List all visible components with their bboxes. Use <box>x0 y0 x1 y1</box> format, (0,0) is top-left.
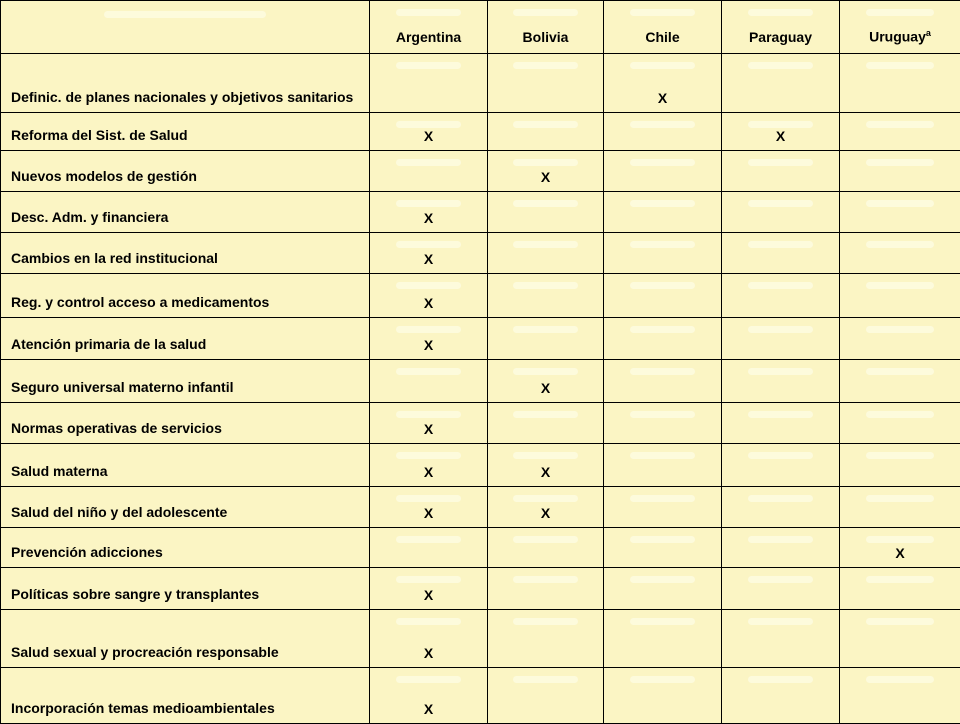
mark-cell <box>370 528 488 568</box>
row-label: Reforma del Sist. de Salud <box>1 113 370 151</box>
header-bolivia: Bolivia <box>488 1 604 54</box>
mark-cell <box>840 668 960 724</box>
mark-cell <box>840 113 960 151</box>
mark-cell: X <box>370 610 488 668</box>
mark-cell <box>488 192 604 233</box>
mark-cell: X <box>604 54 722 113</box>
mark-cell: X <box>370 487 488 528</box>
mark-cell: X <box>370 568 488 610</box>
mark-cell <box>722 610 840 668</box>
mark-cell <box>604 568 722 610</box>
mark-cell: X <box>370 233 488 274</box>
table-row <box>1 487 960 528</box>
mark-cell <box>488 610 604 668</box>
table-row <box>1 113 960 151</box>
mark-cell <box>604 192 722 233</box>
mark-cell <box>488 668 604 724</box>
mark-cell <box>722 360 840 403</box>
table-row <box>1 192 960 233</box>
mark-cell <box>840 274 960 318</box>
mark-cell: X <box>488 151 604 192</box>
mark-cell <box>488 318 604 360</box>
table-row <box>1 54 960 113</box>
mark-cell: X <box>370 403 488 444</box>
mark-cell <box>722 444 840 487</box>
row-label: Salud del niño y del adolescente <box>1 487 370 528</box>
mark-cell <box>722 318 840 360</box>
mark-cell: X <box>370 668 488 724</box>
mark-cell <box>488 274 604 318</box>
table-row <box>1 668 960 724</box>
header-chile: Chile <box>604 1 722 54</box>
table-row <box>1 610 960 668</box>
table-row <box>1 403 960 444</box>
mark-cell <box>722 192 840 233</box>
mark-cell <box>604 151 722 192</box>
mark-cell <box>370 360 488 403</box>
row-label: Salud materna <box>1 444 370 487</box>
corner-cell <box>1 1 370 54</box>
mark-cell <box>840 403 960 444</box>
mark-cell <box>840 318 960 360</box>
mark-cell <box>604 610 722 668</box>
mark-cell <box>488 568 604 610</box>
table-row <box>1 318 960 360</box>
mark-cell <box>604 233 722 274</box>
mark-cell <box>722 274 840 318</box>
mark-cell <box>840 360 960 403</box>
mark-cell: X <box>722 113 840 151</box>
table-row <box>1 528 960 568</box>
row-label: Reg. y control acceso a medicamentos <box>1 274 370 318</box>
mark-cell <box>604 444 722 487</box>
row-label: Cambios en la red institucional <box>1 233 370 274</box>
mark-cell <box>840 444 960 487</box>
header-uruguay-label: Uruguay <box>869 29 926 45</box>
header-uruguay <box>840 1 960 54</box>
mark-cell <box>488 113 604 151</box>
header-paraguay: Paraguay <box>722 1 840 54</box>
mark-cell <box>722 151 840 192</box>
row-label: Políticas sobre sangre y transplantes <box>1 568 370 610</box>
header-row <box>1 1 960 54</box>
table-row <box>1 444 960 487</box>
mark-cell <box>840 192 960 233</box>
mark-cell <box>604 113 722 151</box>
mark-cell <box>604 318 722 360</box>
mark-cell: X <box>370 192 488 233</box>
table-row <box>1 360 960 403</box>
mark-cell <box>722 54 840 113</box>
header-uruguay-footnote: a <box>926 28 931 38</box>
mark-cell <box>722 403 840 444</box>
mark-cell <box>604 403 722 444</box>
mark-cell <box>604 487 722 528</box>
row-label: Atención primaria de la salud <box>1 318 370 360</box>
row-label: Prevención adicciones <box>1 528 370 568</box>
mark-cell <box>370 54 488 113</box>
table-row <box>1 568 960 610</box>
row-label: Desc. Adm. y financiera <box>1 192 370 233</box>
mark-cell <box>722 528 840 568</box>
table-row <box>1 274 960 318</box>
mark-cell: X <box>488 360 604 403</box>
mark-cell: X <box>370 444 488 487</box>
mark-cell <box>722 668 840 724</box>
mark-cell <box>840 568 960 610</box>
row-label: Nuevos modelos de gestión <box>1 151 370 192</box>
mark-cell <box>488 403 604 444</box>
mark-cell <box>370 151 488 192</box>
mark-cell <box>488 54 604 113</box>
mark-cell <box>722 568 840 610</box>
mark-cell: X <box>370 274 488 318</box>
mark-cell <box>488 233 604 274</box>
row-label: Incorporación temas medioambientales <box>1 668 370 724</box>
mark-cell <box>604 360 722 403</box>
mark-cell <box>840 151 960 192</box>
row-label: Normas operativas de servicios <box>1 403 370 444</box>
mark-cell <box>722 233 840 274</box>
row-label: Seguro universal materno infantil <box>1 360 370 403</box>
row-label: Definic. de planes nacionales y objetivos sanitarios <box>1 54 370 113</box>
mark-cell <box>840 487 960 528</box>
mark-cell <box>840 233 960 274</box>
mark-cell: X <box>488 444 604 487</box>
mark-cell <box>604 528 722 568</box>
table-row <box>1 151 960 192</box>
header-argentina: Argentina <box>370 1 488 54</box>
mark-cell <box>604 668 722 724</box>
mark-cell <box>840 610 960 668</box>
table-row <box>1 233 960 274</box>
mark-cell <box>604 274 722 318</box>
mark-cell: X <box>370 113 488 151</box>
mark-cell <box>488 528 604 568</box>
row-label: Salud sexual y procreación responsable <box>1 610 370 668</box>
mark-cell: X <box>488 487 604 528</box>
mark-cell <box>840 54 960 113</box>
mark-cell <box>722 487 840 528</box>
mark-cell: X <box>370 318 488 360</box>
mark-cell: X <box>840 528 960 568</box>
